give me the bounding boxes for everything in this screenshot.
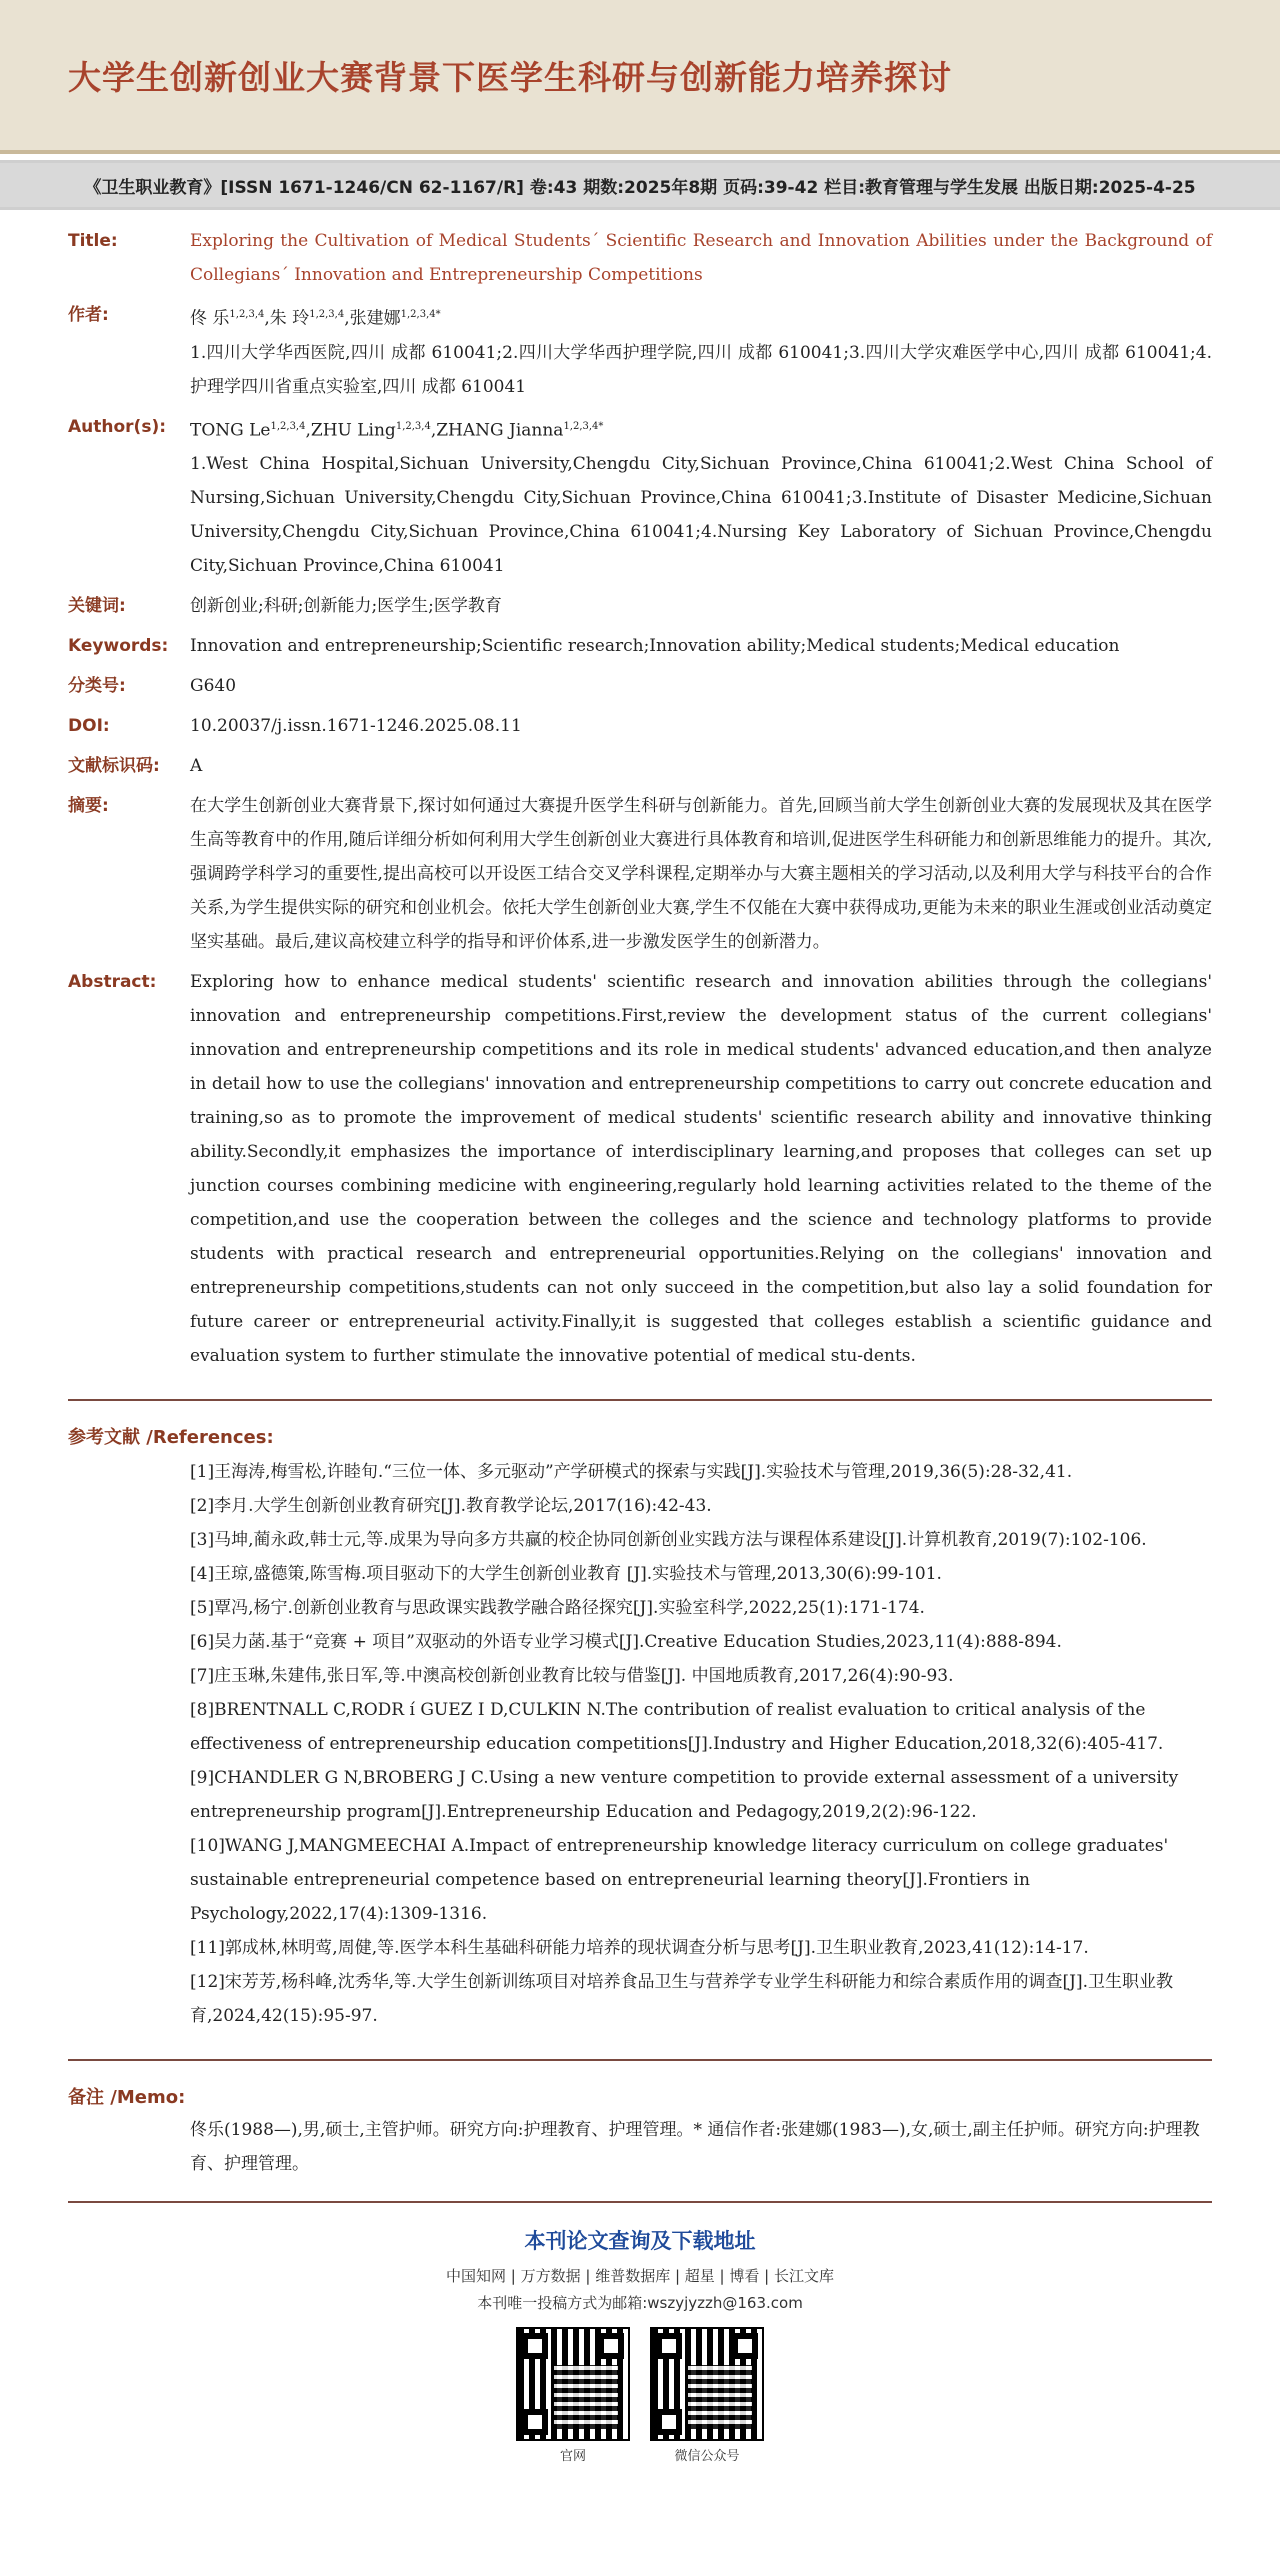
reference-item: [5]覃冯,杨宁.创新创业教育与思政课实践教学融合路径探究[J].实验室科学,2022,25(1):171-174. (190, 1598, 925, 1619)
authors-cn-block (190, 298, 1212, 404)
class-row (68, 669, 1212, 703)
qr-code-icon (516, 2327, 630, 2441)
keywords-cn-label: 关键词: (68, 596, 126, 617)
divider (68, 2059, 1212, 2061)
reference-item: [2]李月.大学生创新创业教育研究[J].教育教学论坛,2017(16):42-43. (190, 1496, 712, 1517)
keywords-cn: 创新创业;科研;创新能力;医学生;医学教育 (190, 596, 502, 617)
author-cn-2-sup: 1,2,3,4 (309, 309, 345, 320)
title-row (68, 224, 1212, 292)
memo-heading: 备注 /Memo: (68, 2087, 186, 2109)
class-number: G640 (190, 676, 237, 697)
reference-item: [1]王海涛,梅雪松,许睦旬.“三位一体、多元驱动”产学研模式的探索与实践[J].实验技术与管理,2019,36(5):28-32,41. (190, 1462, 1073, 1483)
abstract-cn: 在大学生创新创业大赛背景下,探讨如何通过大赛提升医学生科研与创新能力。首先,回顾当前大学生创新创业大赛的发展现状及其在医学生高等教育中的作用,随后详细分析如何利用大学生创新创业大赛进行具体教育和培训,促进医学生科研能力和创新思维能力的提升。其次,强调跨学科学习的重要性,提出高校可以开设医工结合交叉学科课程,定期举办与大赛主题相关的学习活动,以及利用大学与科技平台的合作关系,为学生提供实际的研究和创业机会。依托大学生创新创业大赛,学生不仅能在大赛中获得成功,更能为未来的职业生涯或创业活动奠定坚实基础。最后,建议高校建立科学的指导和评价体系,进一步激发医学生的创新潜力。 (190, 796, 1212, 953)
divider (68, 2201, 1212, 2203)
authors-cn-row (68, 298, 1212, 404)
doi-label: DOI: (68, 716, 110, 737)
doi-value[interactable]: 10.20037/j.issn.1671-1246.2025.08.11 (190, 716, 522, 737)
qr-wechat-caption: 微信公众号 (674, 2449, 740, 2465)
footer-databases[interactable]: 中国知网 | 万方数据 | 维普数据库 | 超星 | 博看 | 长江文库 (446, 2267, 834, 2286)
keywords-cn-row (68, 589, 1212, 623)
footer-title: 本刊论文查询及下载地址 (524, 2229, 756, 2254)
doc-code: A (190, 756, 203, 777)
author-cn-3-sup: 1,2,3,4* (400, 309, 441, 320)
abstract-en-label: Abstract: (68, 972, 157, 993)
authors-en-block (190, 410, 1212, 584)
title-label: Title: (68, 231, 118, 251)
keywords-en: Innovation and entrepreneurship;Scientific research;Innovation ability;Medical students;Medical education (190, 636, 1120, 657)
doc-code-label: 文献标识码: (68, 756, 160, 777)
author-en-3-sup: 1,2,3,4* (563, 420, 604, 432)
title-banner (0, 0, 1280, 154)
page-title: 大学生创新创业大赛背景下医学生科研与创新能力培养探讨 (68, 57, 952, 97)
doi-row (68, 709, 1212, 743)
author-cn-1: 佟 乐 (190, 308, 230, 329)
article-info (0, 224, 1280, 2464)
authors-en (190, 410, 1212, 448)
references-list (68, 1455, 1212, 2033)
memo-text: 佟乐(1988—),男,硕士,主管护师。研究方向:护理教育、护理管理。* 通信作者:张建娜(1983—),女,硕士,副主任护师。研究方向:护理教育、护理管理。 (190, 2120, 1200, 2175)
qr-website[interactable] (516, 2327, 630, 2464)
english-title: Exploring the Cultivation of Medical Students´ Scientific Research and Innovation Abilities under the Background of Collegians´ Innovation and Entrepreneurship Competitions (190, 231, 1212, 285)
qr-code-icon (650, 2327, 764, 2441)
author-en-1: TONG Le (190, 420, 271, 441)
qr-codes (68, 2327, 1212, 2464)
reference-item: [7]庄玉琳,朱建伟,张日军,等.中澳高校创新创业教育比较与借鉴[J]. 中国地质教育,2017,26(4):90-93. (190, 1666, 954, 1687)
qr-wechat[interactable] (650, 2327, 764, 2464)
reference-item: [9]CHANDLER G N,BROBERG J C.Using a new venture competition to provide external assessment of a university entrepreneurship program[J].Entrepreneurship Education and Pedagogy,2019,2(2):96-122. (190, 1768, 1179, 1823)
journal-meta-text: 《卫生职业教育》[ISSN 1671-1246/CN 62-1167/R] 卷:43 期数:2025年8期 页码:39-42 栏目:教育管理与学生发展 出版日期:2025-4-25 (84, 177, 1196, 198)
author-en-2-sup: 1,2,3,4 (395, 420, 431, 432)
reference-item: [8]BRENTNALL C,RODR í GUEZ I D,CULKIN N.The contribution of realist evaluation to critical analysis of the effectiveness of entrepreneurship education competitions[J].Industry and Higher Education,2018,32(6):405-417. (190, 1700, 1164, 1755)
abstract-cn-label: 摘要: (68, 796, 109, 817)
keywords-en-row (68, 629, 1212, 663)
reference-item: [12]宋芳芳,杨科峰,沈秀华,等.大学生创新训练项目对培养食品卫生与营养学专业学生科研能力和综合素质作用的调查[J].卫生职业教育,2024,42(15):95-97. (190, 1972, 1173, 2027)
author-cn-1-sup: 1,2,3,4 (229, 309, 265, 320)
journal-meta-bar (0, 160, 1280, 210)
author-en-3: ,ZHANG Jianna (430, 420, 564, 441)
author-cn-3: ,张建娜 (344, 308, 401, 329)
authors-en-row (68, 410, 1212, 584)
keywords-en-label: Keywords: (68, 636, 169, 657)
abstract-cn-row (68, 789, 1212, 959)
author-cn-2: ,朱 玲 (264, 308, 310, 329)
reference-item: [6]吴力菡.基于“竞赛 + 项目”双驱动的外语专业学习模式[J].Creative Education Studies,2023,11(4):888-894. (190, 1632, 1062, 1653)
abstract-en-row (68, 965, 1212, 1373)
abstract-en: Exploring how to enhance medical students' scientific research and innovation abilities through the collegians' innovation and entrepreneurship competitions.First,review the development status of the current collegians' innovation and entrepreneurship competitions and its role in medical students' advanced education,and then analyze in detail how to use the collegians' innovation and entrepreneurship competitions to carry out concrete education and training,so as to promote the improvement of medical students' scientific research ability and innovative thinking ability.Secondly,it emphasizes the importance of interdisciplinary learning,and proposes that colleges can set up junction courses combining medicine with engineering,regularly hold learning activities related to the theme of the competition,and use the cooperation between the colleges and the science and technology platforms to provide students with practical research and entrepreneurial opportunities.Relying on the collegians' innovation and entrepreneurship competitions,students can not only succeed in the competition,but also lay a solid foundation for future career or entrepreneurial activity.Finally,it is suggested that colleges establish a scientific guidance and evaluation system to further stimulate the innovative potential of medical stu-dents. (190, 972, 1212, 1367)
affiliations-en: 1.West China Hospital,Sichuan University,Chengdu City,Sichuan Province,China 610041;2.West China School of Nursing,Sichuan University,Chengdu City,Sichuan Province,China 610041;3.Institute of Disaster Medicine,Sichuan University,Chengdu City,Sichuan Province,China 610041;4.Nursing Key Laboratory of Sichuan Province,Chengdu City,Sichuan Province,China 610041 (190, 454, 1212, 577)
reference-item: [3]马坤,蔺永政,韩士元,等.成果为导向多方共赢的校企协同创新创业实践方法与课程体系建设[J].计算机教育,2019(7):102-106. (190, 1530, 1147, 1551)
reference-item: [4]王琼,盛德策,陈雪梅.项目驱动下的大学生创新创业教育 [J].实验技术与管理,2013,30(6):99-101. (190, 1564, 942, 1585)
doc-code-row (68, 749, 1212, 783)
reference-item: [10]WANG J,MANGMEECHAI A.Impact of entrepreneurship knowledge literacy curriculum on college graduates' sustainable entrepreneurial competence based on entrepreneurial learning theory[J].Frontiers in Psychology,2022,17(4):1309-1316. (190, 1836, 1169, 1925)
author-en-2: ,ZHU Ling (305, 420, 396, 441)
reference-item: [11]郭成林,林明莺,周健,等.医学本科生基础科研能力培养的现状调查分析与思考[J].卫生职业教育,2023,41(12):14-17. (190, 1938, 1089, 1959)
authors-cn-label: 作者: (68, 305, 109, 325)
qr-website-caption: 官网 (559, 2449, 586, 2465)
affiliations-cn: 1.四川大学华西医院,四川 成都 610041;2.四川大学华西护理学院,四川 成都 610041;3.四川大学灾难医学中心,四川 成都 610041;4.护理学四川省重点实验室,四川 成都 610041 (190, 342, 1212, 397)
class-label: 分类号: (68, 676, 126, 697)
footer (68, 2225, 1212, 2464)
footer-email[interactable]: 本刊唯一投稿方式为邮箱:wszyjyzzh@163.com (477, 2294, 803, 2313)
author-en-1-sup: 1,2,3,4 (270, 420, 306, 432)
authors-en-label: Author(s): (68, 416, 167, 437)
references-heading: 参考文献 /References: (68, 1427, 274, 1449)
divider (68, 1399, 1212, 1401)
authors-cn (190, 298, 1212, 336)
